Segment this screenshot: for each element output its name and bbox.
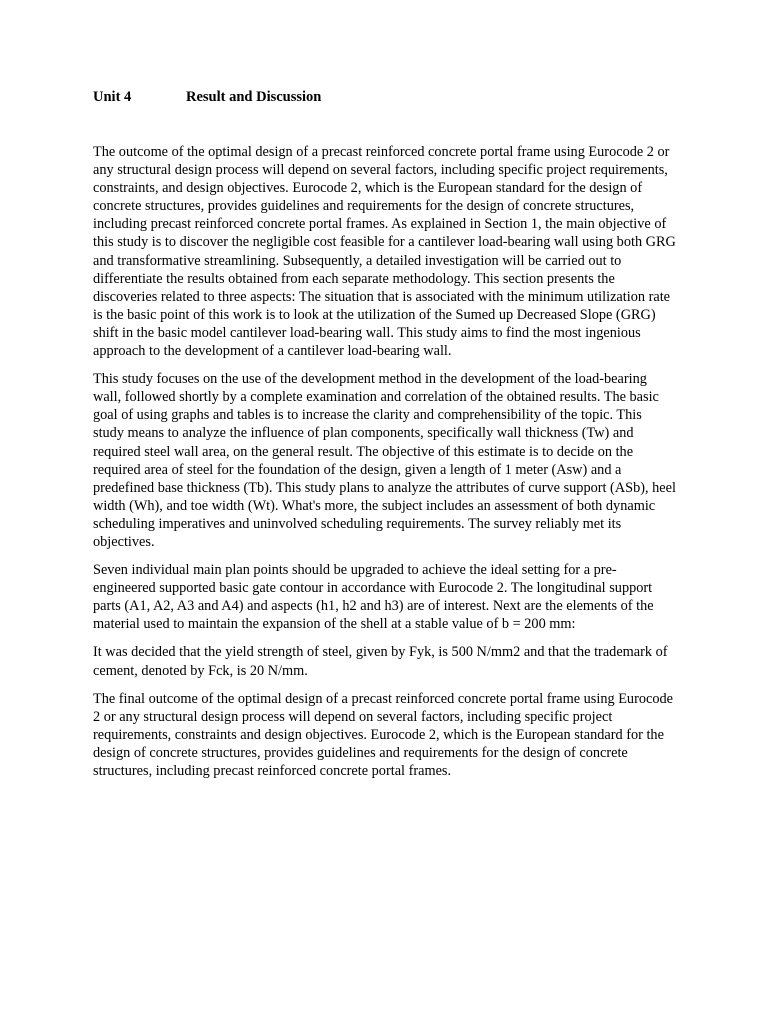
paragraph-5: The final outcome of the optimal design of a precast reinforced concrete portal frame using Eurocode 2 or any structural design process will depend on several factors, including specific project requirements, constraints and design objectives. Eurocode 2, which is the European standard for the design of concrete structures, provides guidelines and requirements for the design of concrete structures, including precast reinforced concrete portal frames. (93, 690, 673, 779)
unit-number: Unit 4 (93, 89, 132, 105)
paragraph-2: This study focuses on the use of the development method in the development of the load-bearing wall, followed shortly by a complete examination and correlation of the obtained results. The basic goal of using graphs and tables is to increase the clarity and comprehensibility of the topic. This study means to analyze the influence of plan components, specifically wall thickness (Tw) and required steel wall area, on the general result. The objective of this estimate is to decide on the required area of steel for the foundation of the design, given a length of 1 meter (Asw) and a predefined base thickness (Tb). This study plans to analyze the attributes of curve support (ASb), heel width (Wh), and toe width (Wt). What's more, the subject includes an assessment of both dynamic scheduling imperatives and uninvolved scheduling requirements. The survey reliably met its objectives. (93, 371, 676, 550)
section-heading (93, 88, 676, 106)
paragraph-4: It was decided that the yield strength of steel, given by Fyk, is 500 N/mm2 and that the trademark of cement, denoted by Fck, is 20 N/mm. (93, 644, 668, 679)
paragraph-1: The outcome of the optimal design of a precast reinforced concrete portal frame using Eurocode 2 or any structural design process will depend on several factors, including specific project requirements, constraints, and design objectives. Eurocode 2, which is the European standard for the design of concrete structures, provides guidelines and requirements for the design of concrete structures, including precast reinforced concrete portal frames. As explained in Section 1, the main objective of this study is to discover the negligible cost feasible for a cantilever load-bearing wall using both GRG and transformative streamlining. Subsequently, a detailed investigation will be carried out to differentiate the results obtained from each separate methodology. This section presents the discoveries related to three aspects: The situation that is associated with the minimum utilization rate is the basic point of this work is to look at the utilization of the Sumed up Decreased Slope (GRG) shift in the basic model cantilever load-bearing wall. This study aims to find the most ingenious approach to the development of a cantilever load-bearing wall. (93, 144, 676, 360)
paragraph-3: Seven individual main plan points should be upgraded to achieve the ideal setting for a pre-engineered supported basic gate contour in accordance with Eurocode 2. The longitudinal support parts (A1, A2, A3 and A4) and aspects (h1, h2 and h3) are of interest. Next are the elements of the material used to maintain the expansion of the shell at a stable value of b = 200 mm: (93, 562, 654, 633)
section-title: Result and Discussion (186, 89, 322, 105)
